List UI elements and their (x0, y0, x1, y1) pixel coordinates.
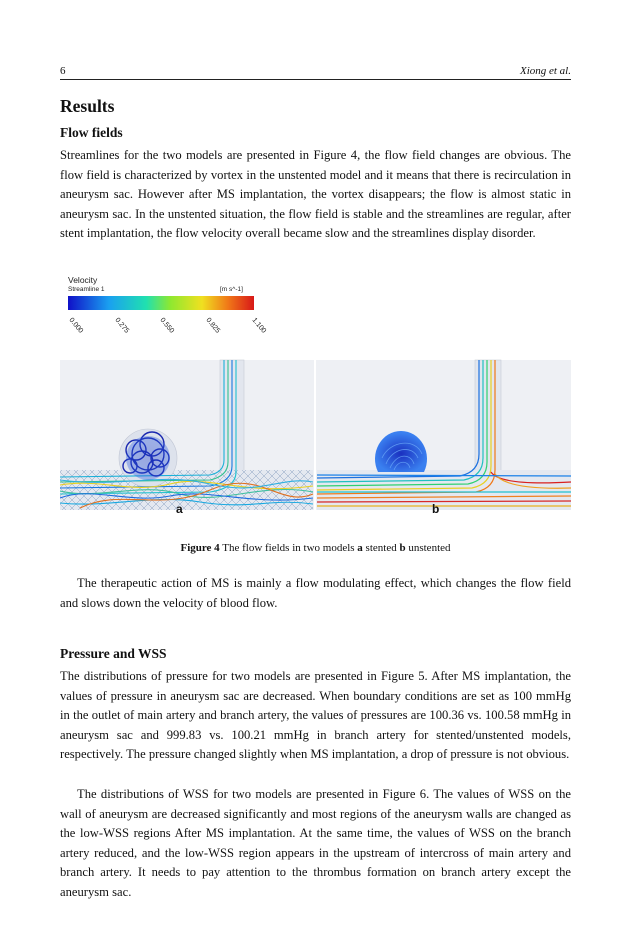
legend-tick: 0.550 (158, 316, 176, 335)
flow-fields-paragraph: Streamlines for the two models are presented in Figure 4, the flow field changes are obvious. The flow field is characterized by vortex in the unstented model and it means that there is recirculation in aneurysm sac. However after MS implantation, the vortex disappears; the flow is almost static in aneurysm sac. In the unstented situation, the flow field is stable and the streamlines are regular, after stent implantation, the flow velocity overall became slow and the streamlines display disorder. (60, 148, 571, 241)
caption-text-2: stented (365, 542, 397, 554)
pressure-paragraph: The distributions of pressure for two models are presented in Figure 5. After MS implantation, the values of pressure in aneurysm sac are decreased. When boundary conditions are set as 100 mmHg in the outlet of main artery and branch artery, the values of pressures are 100.36 vs. 100.58 mmHg in aneurysm sac and 999.83 vs. 100.21 mmHg in branch artery for stented/unstented models, respectively. The pressure changed slightly when MS implantation, a drop of pressure is not obvious. (60, 669, 571, 762)
legend-tick: 0.825 (204, 316, 222, 335)
legend-unit: [m s^-1] (220, 286, 243, 293)
velocity-colorbar (68, 296, 254, 310)
caption-prefix: Figure 4 (180, 542, 220, 554)
results-heading: Results (60, 96, 115, 116)
figure-4 (60, 272, 571, 513)
figure-4-graphic (60, 272, 571, 513)
caption-text-1: The flow fields in two models (222, 542, 355, 554)
therapeutic-paragraph: The therapeutic action of MS is mainly a flow modulating effect, which changes the flow field and slows down the velocity of blood flow. (60, 576, 571, 610)
panel-b-label: b (432, 502, 440, 513)
running-head (60, 63, 571, 80)
legend-tick: 0.000 (67, 316, 85, 335)
legend-tick: 1.100 (250, 316, 268, 335)
figure-caption (60, 542, 571, 554)
flow-fields-heading: Flow fields (60, 125, 123, 140)
caption-a: a (357, 542, 363, 554)
legend-title: Velocity (68, 275, 98, 285)
caption-text-3: unstented (408, 542, 451, 554)
wss-paragraph: The distributions of WSS for two models are presented in Figure 6. The values of WSS on the wall of aneurysm are decreased significantly and most regions of the aneurysm walls are changed as the low-WSS regions After MS implantation. At the same time, the values of WSS on the branch artery reduced, and the low-WSS region appears in the upstream of intercross of main artery and branch artery. It needs to pay attention to the thrombus formation on branch artery except the aneurysm sac. (60, 787, 571, 899)
pressure-wss-heading: Pressure and WSS (60, 646, 167, 661)
caption-b: b (399, 542, 406, 554)
legend-tick: 0.275 (113, 316, 131, 335)
panel-a-label: a (176, 502, 183, 513)
page-number: 6 (60, 65, 66, 77)
legend-subtitle: Streamline 1 (68, 286, 105, 293)
running-author: Xiong et al. (519, 65, 571, 77)
